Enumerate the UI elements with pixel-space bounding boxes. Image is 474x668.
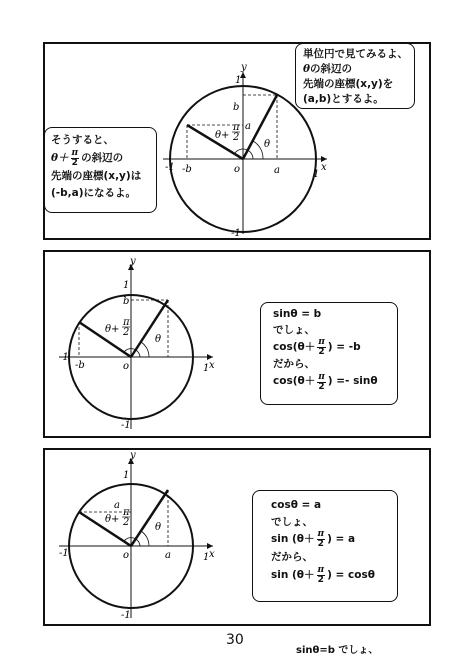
- label-origin: o: [123, 550, 130, 561]
- bubble-line: だから、: [271, 551, 313, 563]
- label-theta-plus: θ+: [105, 324, 120, 335]
- pi-over-two: $\frac{\pi}{2}$: [317, 564, 325, 585]
- bubble-line: cosθ = a: [271, 499, 322, 511]
- label-one-top: 1: [123, 280, 130, 291]
- label-origin: o: [123, 361, 130, 372]
- speech-bubble-top: [295, 43, 415, 109]
- label-y: y: [130, 256, 136, 267]
- label-neg-one-left: -1: [165, 162, 175, 173]
- panel-1: [43, 42, 431, 240]
- label-two: 2: [123, 517, 130, 528]
- bubble-line: sinθ = b: [273, 308, 322, 320]
- label-two: 2: [123, 327, 130, 338]
- panel-3: [43, 448, 431, 626]
- label-neg-one-left: -1: [59, 548, 69, 559]
- label-pi: π: [233, 122, 240, 133]
- label-b: b: [233, 102, 240, 113]
- bubble-line: 先端の座標(x,y)を: [303, 78, 394, 90]
- pi-over-two: $\frac{\pi}{2}$: [318, 371, 325, 392]
- label-theta: θ: [155, 334, 162, 345]
- pi-over-two: $\frac{\pi}{2}$: [318, 337, 325, 357]
- bubble-line: でしょ、: [273, 323, 315, 336]
- pi-over-two: $\frac{\pi}{2}$: [71, 148, 79, 168]
- bubble-line: でしょ、: [271, 515, 313, 528]
- bubble-line: (a,b)とするよ。: [303, 93, 384, 105]
- label-one-right: 1: [313, 169, 320, 180]
- theta-arc: [253, 141, 263, 159]
- label-neg-one-bottom: -1: [231, 228, 241, 239]
- theta-plus-text: θ＋: [51, 152, 69, 164]
- footer-text: sinθ=b でしょ、: [296, 645, 379, 656]
- label-one-top: 1: [123, 470, 130, 481]
- speech-bubble-left: [44, 127, 157, 213]
- label-one-top: 1: [235, 75, 242, 86]
- label-one-right: 1: [203, 363, 210, 374]
- bubble-line: 単位円で見てみるよ、: [303, 48, 408, 60]
- label-x: x: [321, 162, 327, 173]
- label-neg-b: -b: [182, 164, 192, 175]
- pi-over-two: $\frac{\pi}{2}$: [317, 529, 325, 549]
- bubble-line: だから、: [273, 358, 315, 370]
- bubble-line: 先端の座標(x,y)は: [51, 170, 142, 182]
- theta-symbol: θ: [303, 63, 311, 75]
- bubble-line: そうすると、: [51, 134, 114, 146]
- label-b: b: [123, 296, 130, 307]
- panel-2: [43, 250, 431, 438]
- label-neg-b: -b: [75, 360, 85, 371]
- label-a-y: a: [114, 500, 120, 511]
- label-a-x: a: [274, 165, 280, 176]
- label-a-y: a: [245, 121, 251, 132]
- label-theta: θ: [264, 139, 271, 150]
- label-theta-plus: θ+: [215, 130, 230, 141]
- bubble-line: の斜辺の: [81, 152, 124, 164]
- bubble-line: (-b,a)になるよ。: [51, 187, 137, 199]
- page-number: 30: [226, 632, 244, 648]
- speech-bubble-panel2: sinθ = b でしょ、 cos(θ＋ $\frac{\pi}{2}$ ) = -b だから、 cos(θ＋ $\frac{\pi}{2}$ ) =- sinθ: [260, 302, 398, 405]
- label-a-x: a: [165, 550, 171, 561]
- label-y: y: [241, 62, 247, 73]
- label-neg-one-bottom: -1: [121, 610, 131, 621]
- label-pi: π: [123, 507, 130, 518]
- bubble-line: の斜辺の: [310, 63, 353, 75]
- label-theta-plus: θ+: [105, 514, 120, 525]
- speech-bubble-panel3: cosθ = a でしょ、 sin (θ＋ $\frac{\pi}{2}$ ) = a だから、 sin (θ＋ $\frac{\pi}{2}$ ) = cosθ: [252, 490, 398, 602]
- label-theta: θ: [155, 522, 162, 533]
- label-y: y: [130, 450, 136, 461]
- label-one-right: 1: [203, 552, 210, 563]
- label-two: 2: [233, 132, 240, 143]
- label-origin: o: [234, 164, 241, 175]
- label-x: x: [209, 360, 215, 371]
- label-pi: π: [123, 317, 130, 328]
- label-neg-one-bottom: -1: [121, 420, 131, 431]
- label-x: x: [209, 549, 215, 560]
- label-neg-one-left: -1: [59, 352, 69, 363]
